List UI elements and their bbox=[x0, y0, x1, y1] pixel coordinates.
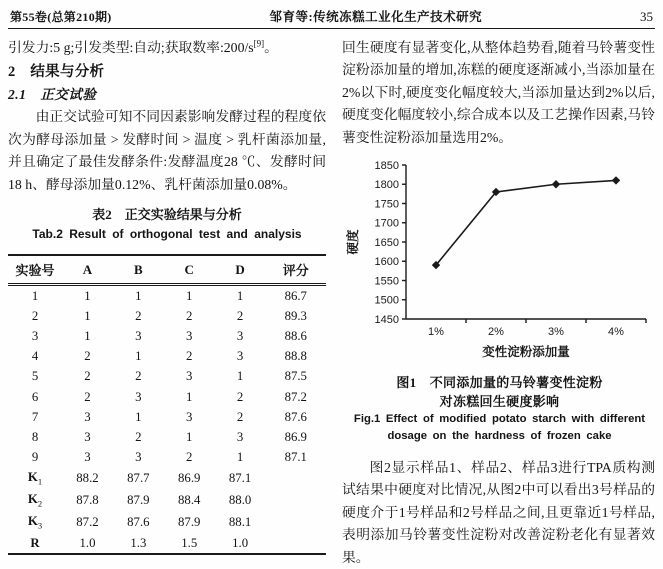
page-number: 35 bbox=[639, 9, 653, 24]
table-cell: 1 bbox=[84, 329, 91, 343]
table-cell: 88.8 bbox=[284, 349, 307, 364]
table-cell: 2 bbox=[84, 369, 91, 384]
table-cell: 87.9 bbox=[127, 492, 150, 507]
svg-text:1500: 1500 bbox=[374, 294, 399, 307]
table-cell: 1 bbox=[84, 308, 91, 323]
table-cell: 9 bbox=[31, 450, 39, 465]
table-caption-en: Tab.2 Result of orthogonal test and analysis bbox=[32, 227, 302, 242]
column-header: C bbox=[164, 255, 215, 285]
table-row bbox=[8, 407, 326, 427]
svg-text:1750: 1750 bbox=[374, 198, 399, 211]
table-cell: 1.3 bbox=[130, 535, 147, 550]
subsection-heading-orthogonal: 2.1 正交试验 bbox=[8, 87, 97, 103]
column-header: B bbox=[113, 255, 164, 285]
summary-row bbox=[8, 489, 326, 511]
svg-text:4%: 4% bbox=[608, 326, 624, 339]
table-cell: 1 bbox=[186, 389, 193, 404]
data-point-marker bbox=[552, 180, 560, 188]
paragraph-hardness-trend: 回生硬度有显著变化,从整体趋势看,随着马铃薯变性淀粉添加量的增加,冻糕的硬度逐渐减小,当添加量在2%以下时,硬度变化幅度较大,当添加量达到2%以后,硬度变化幅度较小,综合成本以及工艺操作因素,马铃薯变性淀粉添加量选用2%。 bbox=[342, 40, 655, 145]
table-cell bbox=[266, 489, 326, 511]
table-cell: 88.1 bbox=[228, 514, 252, 529]
section-heading-results: 2 结果与分析 bbox=[8, 64, 105, 81]
table-cell: 4 bbox=[31, 349, 39, 364]
summary-label: $K_2$ bbox=[27, 492, 43, 509]
table-cell: 86.7 bbox=[284, 288, 307, 303]
svg-text:1700: 1700 bbox=[374, 217, 399, 230]
table-cell: 87.7 bbox=[127, 471, 150, 486]
sentence-period: 。 bbox=[264, 40, 278, 55]
table-cell: 3 bbox=[186, 369, 193, 384]
table-row bbox=[8, 448, 326, 468]
figure1-caption-en-line1: Fig.1 Effect of modified potato starch with different bbox=[353, 413, 646, 426]
svg-text:1600: 1600 bbox=[374, 256, 399, 269]
svg-text:1%: 1% bbox=[428, 326, 444, 339]
figure1-caption-en-line2: dosage on the hardness of frozen cake bbox=[387, 430, 612, 443]
table-row bbox=[8, 326, 326, 346]
table-cell: 88.4 bbox=[178, 492, 201, 507]
table-cell: 3 bbox=[84, 409, 91, 424]
table-cell: 2 bbox=[31, 308, 39, 323]
running-title: 邹育等:传统冻糕工业化生产技术研究 bbox=[269, 10, 483, 24]
figure1-line-chart bbox=[344, 153, 656, 367]
table-cell: 2 bbox=[84, 389, 91, 404]
table-cell: 88.2 bbox=[76, 471, 99, 486]
table-header-row bbox=[8, 255, 326, 285]
column-header: 评分 bbox=[266, 255, 326, 285]
table-row bbox=[8, 367, 326, 387]
citation-superscript: [9] bbox=[253, 38, 265, 49]
summary-row bbox=[8, 468, 326, 490]
table-cell: 1 bbox=[31, 288, 39, 303]
table-cell: 1 bbox=[84, 288, 91, 303]
figure1-caption-zh-line1: 图1 不同添加量的马铃薯变性淀粉 bbox=[396, 375, 603, 391]
table-cell: 1 bbox=[186, 288, 193, 303]
summary-row bbox=[8, 511, 326, 533]
table-cell: 3 bbox=[186, 329, 193, 343]
left-column bbox=[8, 37, 326, 569]
table-cell: 3 bbox=[236, 349, 244, 364]
table-cell: 7 bbox=[31, 409, 39, 424]
table-cell bbox=[266, 511, 326, 533]
table-cell: 87.6 bbox=[284, 409, 307, 424]
svg-text:硬度: 硬度 bbox=[346, 229, 360, 255]
table-cell: 6 bbox=[31, 389, 39, 404]
svg-text:2%: 2% bbox=[488, 326, 504, 339]
table-cell: 2 bbox=[236, 389, 244, 404]
table-cell: 1 bbox=[236, 288, 244, 303]
table-cell: 89.3 bbox=[284, 308, 307, 323]
column-header: 实验号 bbox=[8, 255, 62, 285]
paragraph-tpa-comparison: 图2显示样品1、样品2、样品3进行TPA质构测试结果中硬度对比情况,从图2中可以看出3号样品的硬度介于1号样品和2号样品之间,且更靠近1号样品,表明添加马铃薯变性淀粉对改善淀粉老化有显著效果。 bbox=[342, 460, 655, 565]
figure1-caption-zh-line2: 对冻糕回生硬度影响 bbox=[439, 394, 560, 410]
summary-label: R bbox=[30, 535, 40, 550]
table-caption bbox=[8, 205, 326, 244]
svg-text:1650: 1650 bbox=[374, 236, 399, 249]
table-cell: 3 bbox=[236, 329, 244, 343]
table-cell: 3 bbox=[135, 450, 142, 465]
table-cell: 3 bbox=[186, 409, 193, 424]
table-cell: 3 bbox=[84, 450, 91, 465]
table-cell: 8 bbox=[31, 429, 39, 444]
figure1-container bbox=[344, 153, 655, 445]
table-cell: 3 bbox=[84, 429, 91, 444]
svg-text:1800: 1800 bbox=[374, 179, 399, 192]
table-row bbox=[8, 347, 326, 367]
table-caption-zh: 表2 正交实验结果与分析 bbox=[92, 207, 242, 223]
table-cell: 88.0 bbox=[228, 492, 252, 507]
table-cell bbox=[266, 468, 326, 490]
table-cell: 87.5 bbox=[284, 369, 307, 384]
table-cell: 5 bbox=[31, 369, 39, 384]
svg-text:1550: 1550 bbox=[374, 275, 399, 288]
table-cell: 87.1 bbox=[228, 471, 252, 486]
table-cell: 2 bbox=[186, 308, 193, 323]
table-cell bbox=[266, 533, 326, 554]
table-cell: 1.0 bbox=[232, 535, 249, 550]
svg-text:1450: 1450 bbox=[374, 313, 399, 326]
table-cell: 2 bbox=[135, 369, 142, 384]
data-point-marker bbox=[612, 176, 620, 184]
figure1-caption bbox=[344, 373, 655, 445]
table-cell: 1.0 bbox=[79, 535, 96, 550]
table-cell: 86.9 bbox=[284, 429, 307, 444]
table-cell: 2 bbox=[135, 429, 142, 444]
table-cell: 2 bbox=[135, 308, 142, 323]
column-header: D bbox=[215, 255, 266, 285]
table-row bbox=[8, 285, 326, 307]
table-cell: 2 bbox=[84, 349, 91, 364]
table-cell: 2 bbox=[186, 450, 193, 465]
table-cell: 87.2 bbox=[284, 389, 307, 404]
svg-text:变性淀粉添加量: 变性淀粉添加量 bbox=[482, 345, 570, 360]
table-cell: 87.2 bbox=[76, 514, 99, 529]
trigger-settings-text: 引发力:5 g;引发类型:自动;获取数率:200/s bbox=[8, 40, 254, 55]
table-cell: 88.6 bbox=[284, 329, 307, 343]
table-cell: 2 bbox=[236, 308, 244, 323]
paragraph-trigger-settings bbox=[8, 37, 326, 59]
table-row bbox=[8, 387, 326, 407]
table-cell: 1.5 bbox=[181, 535, 198, 550]
svg-text:3%: 3% bbox=[548, 326, 564, 339]
summary-label: $K_3$ bbox=[27, 513, 43, 531]
table-cell: 87.9 bbox=[178, 514, 201, 529]
right-column bbox=[342, 37, 655, 569]
table-cell: 87.8 bbox=[76, 492, 99, 507]
table-cell: 1 bbox=[135, 288, 142, 303]
orthogonal-results-table bbox=[8, 254, 326, 555]
table-cell: 86.9 bbox=[178, 471, 201, 486]
table-cell: 1 bbox=[135, 409, 142, 424]
summary-label: $K_1$ bbox=[27, 470, 43, 487]
table-cell: 1 bbox=[236, 369, 244, 384]
table-cell: 3 bbox=[135, 389, 142, 404]
table-cell: 3 bbox=[31, 329, 39, 343]
table-cell: 3 bbox=[135, 329, 142, 343]
summary-row bbox=[8, 533, 326, 554]
column-header: A bbox=[62, 255, 113, 285]
table-cell: 1 bbox=[236, 450, 244, 465]
table-cell: 87.6 bbox=[127, 514, 150, 529]
two-column-layout bbox=[8, 37, 655, 569]
paragraph-orthogonal-test: 由正交试验可知不同因素影响发酵过程的程度依次为酵母添加量 > 发酵时间 > 温度 > 乳杆菌添加量,并且确定了最佳发酵条件:发酵温度28 ℃、发酵时间18 h、酵母添加量0.12%、乳杆菌添加量0.08%。 bbox=[8, 109, 326, 192]
table-row bbox=[8, 306, 326, 326]
table-cell: 2 bbox=[236, 409, 244, 424]
table-cell: 2 bbox=[186, 349, 193, 364]
table-cell: 3 bbox=[236, 429, 244, 444]
table-cell: 1 bbox=[135, 349, 142, 364]
page-header bbox=[8, 5, 655, 29]
svg-text:1850: 1850 bbox=[374, 159, 399, 172]
table-row bbox=[8, 427, 326, 447]
table-cell: 1 bbox=[186, 429, 193, 444]
table-cell: 87.1 bbox=[284, 450, 307, 465]
journal-volume: 第55卷(总第210期) bbox=[10, 10, 112, 24]
